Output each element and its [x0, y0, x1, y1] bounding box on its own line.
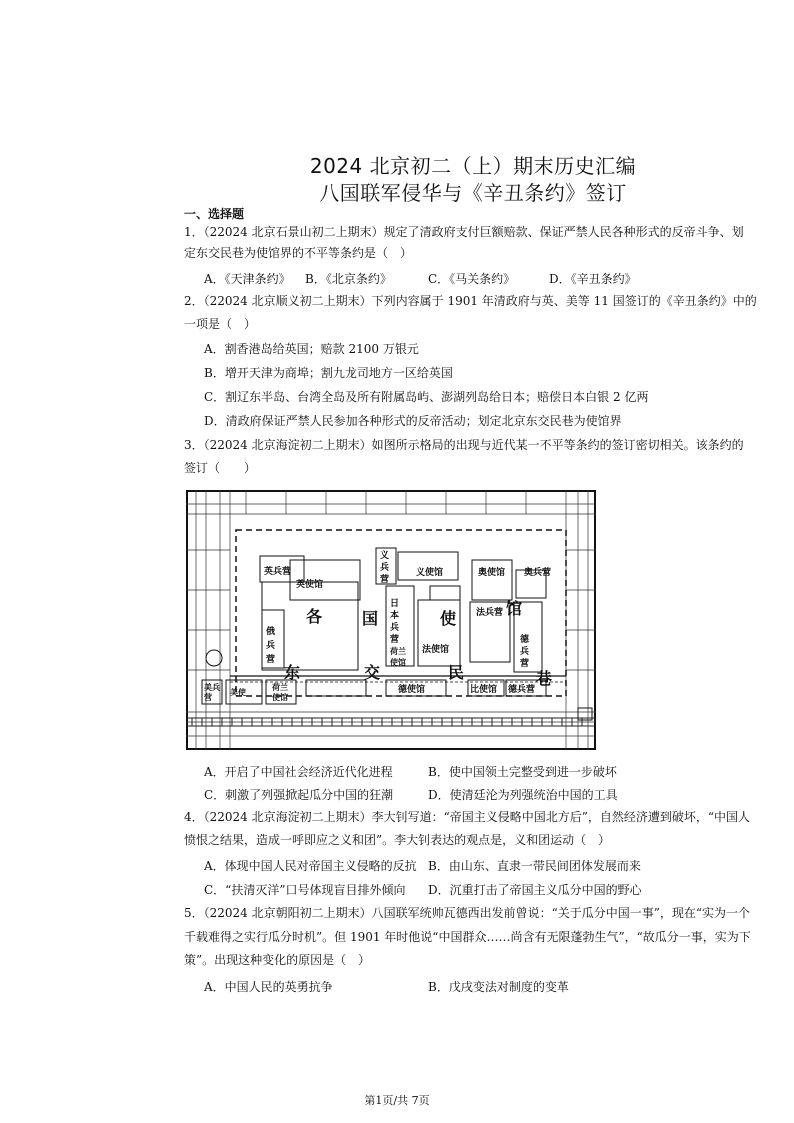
map-label-big-guo: 国: [362, 609, 379, 628]
question-1-stem-line1: 1．（22024 北京石景山初二上期末）规定了清政府支付巨额赔款、保证严禁人民各种形式的反帝斗争、划: [184, 225, 744, 239]
map-label-german-camp-2: 兵: [520, 647, 530, 657]
question-1-option-a: A．《天津条约》: [204, 272, 291, 286]
map-label-japan-camp-4: 营: [390, 635, 400, 645]
map-label-french-camp: 法兵营: [476, 608, 504, 618]
question-3-option-c: C．刺激了列强掀起瓜分中国的狂潮: [204, 788, 394, 802]
map-label-japan-camp-2: 本: [390, 611, 400, 621]
map-label-italian-camp-2: 兵: [380, 563, 390, 573]
map-label-us-camp-1: 美兵: [204, 683, 220, 692]
map-label-japan-camp-1: 日: [390, 599, 400, 609]
question-5-stem-line1: 5．（22024 北京朝阳初二上期末）八国联军统帅瓦德西出发前曾说：“关于瓜分中国一事”，现在“实为一个: [184, 906, 751, 920]
question-5-stem-line3: 策”。出现这种变化的原因是（ ）: [184, 953, 371, 967]
map-label-us-legation: 美使: [230, 688, 246, 697]
question-3-stem-line2: 签订（ ）: [184, 461, 257, 475]
map-label-belgian-legation: 比使馆: [470, 685, 498, 695]
question-3-option-b: B．使中国领土完整受到进一步破坏: [428, 765, 617, 779]
map-label-us-camp-2: 营: [204, 693, 212, 702]
map-label-german-camp-b: 德兵营: [508, 685, 536, 695]
question-2-option-a: A．割香港岛给英国；赔款 2100 万银元: [204, 342, 419, 356]
map-label-dutch-legation-1: 荷兰: [390, 647, 406, 656]
map-label-big-min: 民: [448, 663, 465, 682]
map-label-italian-camp-1: 义: [380, 551, 390, 561]
map-label-russian-camp-1: 俄: [266, 627, 276, 637]
question-1-option-d: D．《辛丑条约》: [549, 272, 637, 286]
map-label-italian-camp-3: 营: [380, 575, 390, 585]
question-4-stem-line1: 4．（22024 北京海淀初二上期末）李大钊写道：“帝国主义侵略中国北方后”，自然经济遭到破坏，“中国人: [184, 810, 751, 824]
map-label-big-jiao: 交: [364, 663, 381, 682]
legation-quarter-map: [186, 490, 596, 750]
question-4-option-d: D．沉重打击了帝国主义瓜分中国的野心: [428, 883, 642, 897]
question-2-stem-line2: 一项是（ ）: [184, 317, 257, 331]
map-label-dutch-b-2: 使馆: [272, 693, 288, 702]
map-label-german-camp-1: 德: [520, 635, 530, 645]
question-1-option-b: B．《北京条约》: [305, 272, 392, 286]
document-title-line1: 2024 北京初二（上）期末历史汇编: [309, 154, 637, 178]
question-4-option-b: B．由山东、直隶一带民间团体发展而来: [428, 859, 641, 873]
map-label-big-xiang: 巷: [536, 669, 553, 688]
map-label-russian-camp-2: 兵: [266, 641, 276, 651]
map-label-austrian-legation: 奥使馆: [478, 568, 506, 578]
question-1-stem-line2: 定东交民巷为使馆界的不平等条约是（ ）: [184, 246, 413, 260]
question-4-option-a: A．体现中国人民对帝国主义侵略的反抗: [204, 859, 417, 873]
map-label-italian-legation: 义使馆: [416, 568, 444, 578]
map-label-austrian-camp: 奥兵营: [524, 568, 552, 578]
question-2-option-c: C．割辽东半岛、台湾全岛及所有附属岛屿、澎湖列岛给日本；赔偿日本白银 2 亿两: [204, 390, 649, 404]
question-5-option-a: A．中国人民的英勇抗争: [204, 980, 333, 994]
map-label-german-legation: 德使馆: [398, 685, 426, 695]
map-label-dutch-b-1: 荷兰: [272, 683, 288, 692]
question-3-stem-line1: 3．（22024 北京海淀初二上期末）如图所示格局的出现与近代某一不平等条约的签订密切相关。该条约的: [184, 438, 744, 452]
question-5-stem-line2: 千载难得之实行瓜分时机”。但 1901 年时他说“中国群众……尚含有无限蓬勃生气”，“故瓜分一事，实为下: [184, 930, 751, 944]
map-label-russian-camp-3: 营: [266, 655, 276, 665]
page-footer: 第1页/共 7页: [364, 1094, 430, 1107]
question-2-stem-line1: 2．（22024 北京顺义初二上期末）下列内容属于 1901 年清政府与英、美等 11 国签订的《辛丑条约》中的: [184, 294, 757, 308]
question-2-option-b: B．增开天津为商埠；割九龙司地方一区给英国: [204, 366, 453, 380]
map-label-french-legation: 法使馆: [422, 645, 450, 655]
map-label-german-camp-3: 营: [520, 659, 530, 669]
question-4-stem-line2: 愤恨之结果，造成一呼即应之义和团”。李大钊表达的观点是，义和团运动（ ）: [184, 833, 611, 847]
question-2-option-d: D．清政府保证严禁人民参加各种形式的反帝活动；划定北京东交民巷为使馆界: [204, 414, 622, 428]
question-3-option-a: A．开启了中国社会经济近代化进程: [204, 765, 393, 779]
document-title-line2: 八国联军侵华与《辛丑条约》签订: [319, 181, 627, 205]
map-label-big-shi: 使: [440, 609, 457, 628]
map-label-british-legation: 英使馆: [296, 580, 324, 590]
section-heading: 一、选择题: [184, 207, 245, 221]
map-label-dutch-legation-2: 使馆: [390, 658, 406, 667]
map-label-british-camp: 英兵营: [264, 567, 292, 577]
question-5-option-b: B．戊戌变法对制度的变革: [428, 980, 569, 994]
map-label-big-guan: 馆: [506, 599, 523, 618]
map-label-big-dong: 东: [284, 663, 301, 682]
question-4-option-c: C．“扶清灭洋”口号体现盲目排外倾向: [204, 883, 406, 897]
question-1-option-c: C．《马关条约》: [428, 272, 516, 286]
question-3-option-d: D．使清廷沦为列强统治中国的工具: [428, 788, 618, 802]
map-label-japan-camp-3: 兵: [390, 623, 400, 633]
map-label-big-ge: 各: [306, 607, 323, 626]
